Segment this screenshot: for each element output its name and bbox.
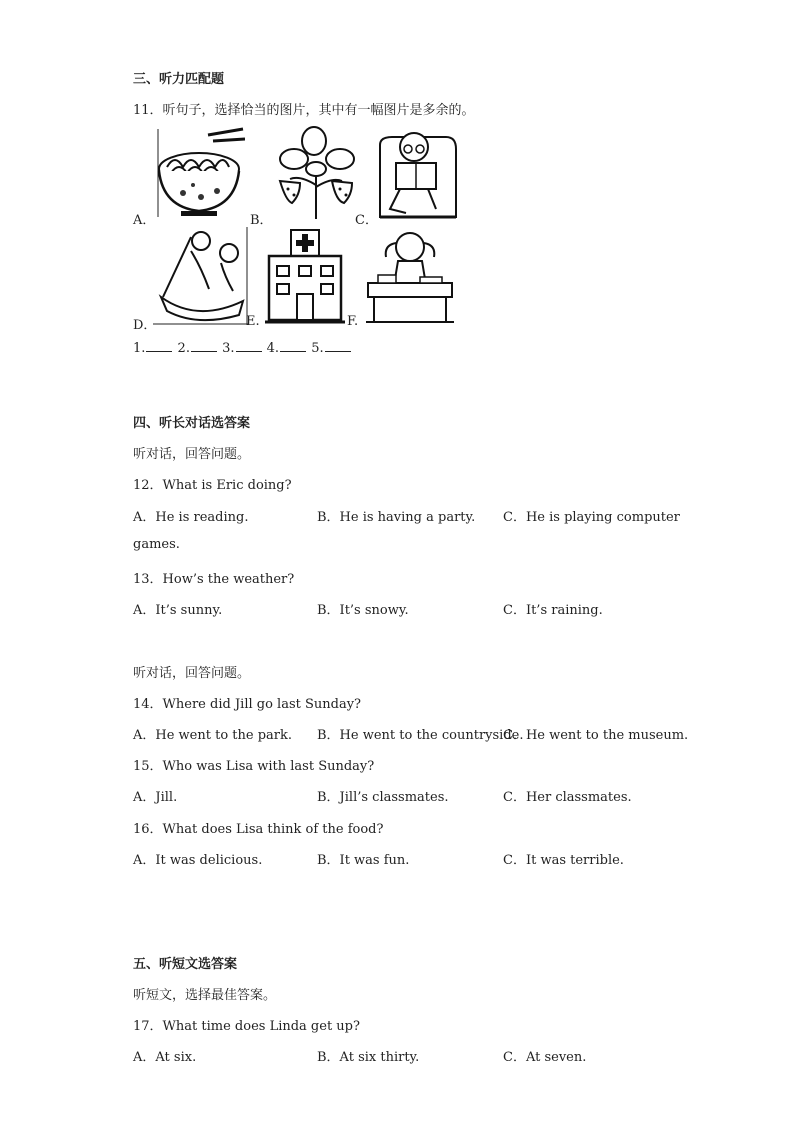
instruction: 听对话，回答问题。 [133,666,251,681]
option-a[interactable]: A．He is reading. [133,510,249,525]
option-b[interactable]: B．It was fun. [317,853,410,868]
rowing-boat-icon [153,227,249,325]
question-13: 13．How’s the weather? [133,572,295,587]
option-a[interactable]: A．It was delicious. [133,853,263,868]
picture-label-d: D． [133,318,157,333]
picture-label-e: E. [246,314,260,329]
option-b[interactable]: B．At six thirty. [317,1050,420,1065]
option-c[interactable]: C．Her classmates. [503,790,632,805]
picture-label-c: C． [355,213,378,228]
option-c[interactable]: C．It was terrible. [503,853,624,868]
girl-studying-icon [364,227,456,325]
option-c[interactable]: C．At seven. [503,1050,587,1065]
question-12: 12．What is Eric doing? [133,478,292,493]
picture-label-f: F. [347,314,359,329]
answer-blanks [133,341,352,356]
option-c[interactable]: C．It’s raining. [503,603,603,618]
answer-blank[interactable] [236,341,262,352]
question-16: 16．What does Lisa think of the food? [133,822,384,837]
option-a[interactable]: A．At six. [133,1050,197,1065]
section-3-title: 三、听力匹配题 [133,72,225,87]
option-a[interactable]: A．Jill. [133,790,178,805]
answer-label-4: 4. [266,341,280,356]
instruction: 听短文，选择最佳答案。 [133,988,277,1003]
answer-blank[interactable] [280,341,306,352]
answer-blank[interactable] [191,341,217,352]
answer-label-5: 5. [311,341,324,356]
answer-label-2: 2. [177,341,190,356]
option-c[interactable]: C．He is playing computer [503,510,680,525]
section-5-title: 五、听短文选答案 [133,957,238,972]
picture-label-a: A． [133,213,156,228]
answer-label-1: 1. [133,341,146,356]
option-c[interactable]: C．He went to the museum. [503,728,689,743]
grandpa-reading-icon [376,125,458,221]
question-15: 15．Who was Lisa with last Sunday? [133,759,375,774]
question-11: 11．听句子，选择恰当的图片，其中有一幅图片是多余的。 [133,103,475,118]
question-17: 17．What time does Linda get up? [133,1019,360,1034]
answer-label-3: 3. [222,341,235,356]
option-b[interactable]: B．He went to the countryside. [317,728,524,743]
noodle-bowl-icon [153,127,245,219]
option-a[interactable]: A．It’s sunny. [133,603,223,618]
hospital-icon [265,228,345,324]
picture-label-b: B． [250,213,273,228]
answer-blank[interactable] [146,341,172,352]
option-b[interactable]: B．It’s snowy. [317,603,409,618]
option-b[interactable]: B．Jill’s classmates. [317,790,449,805]
strawberry-plant-icon [270,125,362,219]
instruction: 听对话，回答问题。 [133,447,251,462]
option-c-continued: games. [133,537,180,552]
section-4-title: 四、听长对话选答案 [133,416,251,431]
option-a[interactable]: A．He went to the park. [133,728,293,743]
answer-blank[interactable] [325,341,351,352]
option-b[interactable]: B．He is having a party. [317,510,476,525]
question-14: 14．Where did Jill go last Sunday? [133,697,362,712]
